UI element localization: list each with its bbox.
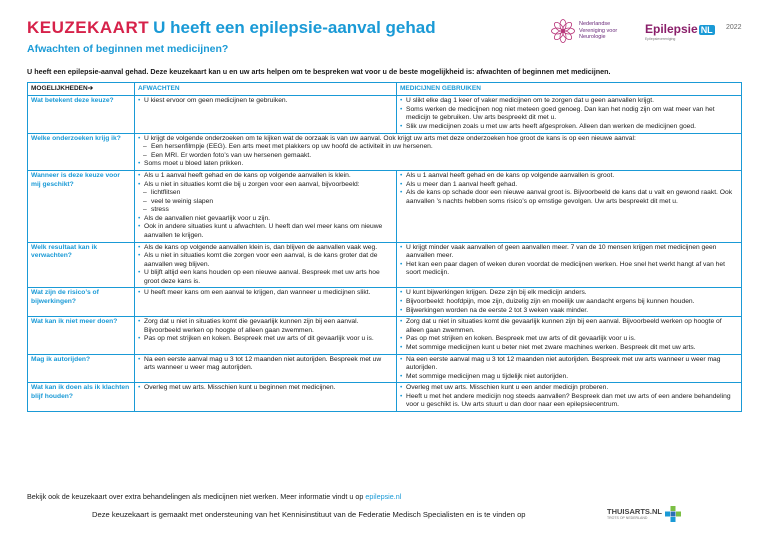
bullet-item: • Ook in andere situaties kunt u afwachten. U heeft dan wel meer kans om nieuwe aanvallen te krijgen.: [138, 223, 393, 240]
epilepsie-logo-sub: Epilepsievereniging: [645, 37, 676, 41]
bullet-item: • U krijgt de volgende onderzoeken om te kijken wat de oorzaak is van uw aanval. Ook krijgt uw arts met deze onderzoeken hoe groot de kans is op een nieuwe aanval:: [138, 135, 738, 144]
medication-cell: [397, 354, 742, 383]
table-header-row: [28, 83, 742, 96]
epilepsie-logo-nl: NL: [700, 25, 713, 35]
epilepsie-logo-text: Epilepsie: [645, 22, 698, 36]
medication-cell: [397, 242, 742, 288]
question-cell: Welke onderzoeken krijg ik?: [28, 133, 135, 170]
wait-cell: [135, 354, 397, 383]
table-row: [28, 170, 742, 242]
medication-cell: [397, 288, 742, 317]
nvn-flower-icon: [550, 18, 576, 44]
bullet-item: • Als de kans op volgende aanvallen klein is, dan blijven de aanvallen vaak weg.: [138, 244, 393, 253]
question-cell: Wat betekent deze keuze?: [28, 96, 135, 133]
bullet-item: • Na een eerste aanval mag u 3 tot 12 maanden niet autorijden. Bespreek met uw arts wanneer u weer mag autorijden.: [400, 356, 738, 373]
medication-cell: [397, 383, 742, 412]
question-cell: Wanneer is deze keuze voor mij geschikt?: [28, 170, 135, 242]
header-options: MOGELIJKHEDEN➔: [28, 83, 135, 96]
bullet-item: • Het kan een paar dagen of weken duren voordat de medicijnen werken. Hoe snel het werkt hangt af van het soort medicijn.: [400, 261, 738, 278]
table-row: [28, 133, 742, 170]
card-keyword: KEUZEKAART: [27, 18, 150, 37]
bullet-item: • Slik uw medicijnen zoals u met uw arts heeft afgesproken. Alleen dan werken de medicijnen goed.: [400, 123, 738, 132]
footer-credits: Deze keuzekaart is gemaakt met ondersteuning van het Kennisinstituut van de Federatie Medisch Specialisten en is te vinden op: [92, 510, 526, 519]
question-cell: Mag ik autorijden?: [28, 354, 135, 383]
header-wait: AFWACHTEN: [135, 83, 397, 96]
table-row: [28, 317, 742, 354]
bullet-item: • Overleg met uw arts. Misschien kunt u een ander medicijn proberen.: [400, 384, 738, 393]
decision-table: [27, 82, 742, 412]
page-subtitle: Afwachten of beginnen met medicijnen?: [27, 43, 229, 55]
medication-cell: [397, 170, 742, 242]
thuisarts-logo-sub: TROTS OP NEDERLAND: [607, 515, 648, 520]
bullet-item: • Soms moet u bloed laten prikken.: [138, 160, 738, 169]
bullet-item: • Als u 1 aanval heeft gehad en de kans op volgende aanvallen is groot.: [400, 172, 738, 181]
header-medication: MEDICIJNEN GEBRUIKEN: [397, 83, 742, 96]
sub-item: – stress: [138, 206, 393, 215]
footer-more-info: [27, 492, 401, 501]
bullet-item: • U kiest ervoor om geen medicijnen te gebruiken.: [138, 97, 393, 106]
bullet-item: • Als u niet in situaties komt die zorgen voor een aanval, is de kans groter dat de aanvallen weg blijven.: [138, 252, 393, 269]
wait-cell: [135, 170, 397, 242]
wait-cell: [135, 288, 397, 317]
thuisarts-plus-icon: [665, 506, 681, 522]
bullet-item: • Als u 1 aanval heeft gehad en de kans op volgende aanvallen is klein.: [138, 172, 393, 181]
wait-cell: [135, 383, 397, 412]
bullet-item: • U blijft altijd een kans houden op een nieuwe aanval. Bespreek met uw arts hoe groot deze kans is.: [138, 269, 393, 286]
bullet-item: • Na een eerste aanval mag u 3 tot 12 maanden niet autorijden. Bespreek met uw arts wanneer u weer mag autorijden.: [138, 356, 393, 373]
table-row: [28, 96, 742, 133]
thuisarts-logo-text: THUISARTS.NL: [607, 507, 662, 516]
bullet-item: • Heeft u met het andere medicijn nog steeds aanvallen? Bespreek dan met uw arts of een andere behandeling voor u geschikt is. Uw arts stuurt u dan door naar een epilepsiecentrum.: [400, 393, 738, 410]
wait-cell: [135, 242, 397, 288]
bullet-item: • Als de kans op schade door een nieuwe aanval groot is. Bijvoorbeeld de kans dat u valt en gewond raakt. Ook aanvallen ’s nachts hebben soms risico’s op ernstige gevolgen. Uw arts bespreekt dit met u.: [400, 189, 738, 206]
epilepsienl-logo: [645, 22, 715, 41]
sub-item: – Een hersenfilmpje (EEG). Een arts meet met plakkers op uw hoofd de activiteit in uw hersenen.: [138, 143, 738, 152]
bullet-item: • Als u meer dan 1 aanval heeft gehad.: [400, 181, 738, 190]
table-row: [28, 288, 742, 317]
table-row: [28, 242, 742, 288]
bullet-item: • Pas op met strijken en koken. Bespreek met uw arts of dit gevaarlijk voor u is.: [400, 335, 738, 344]
bullet-item: • Pas op met strijken en koken. Bespreek met uw arts of dit gevaarlijk voor u is.: [138, 335, 393, 344]
bullet-item: • Bijvoorbeeld: hoofdpijn, moe zijn, duizelig zijn en moeilijk uw aandacht ergens bij kunnen houden.: [400, 298, 738, 307]
bullet-item: • Zorg dat u niet in situaties komt die gevaarlijk kunnen zijn bij een aanval. Bijvoorbeeld werken op hoogte of alleen gaan zwemmen.: [138, 318, 393, 335]
bullet-item: • U heeft meer kans om een aanval te krijgen, dan wanneer u medicijnen slikt.: [138, 289, 393, 298]
bullet-item: • Soms werken de medicijnen nog niet meteen goed genoeg. Dan kan het nodig zijn om wat meer van het medicijn te gebruiken. Uw arts bespreekt dit met u.: [400, 106, 738, 123]
bullet-item: • Zorg dat u niet in situaties komt die gevaarlijk kunnen zijn bij een aanval. Bijvoorbeeld werken op hoogte of alleen gaan zwemmen.: [400, 318, 738, 335]
table-row: [28, 354, 742, 383]
bullet-item: • U kunt bijwerkingen krijgen. Deze zijn bij elk medicijn anders.: [400, 289, 738, 298]
bullet-item: • Met sommige medicijnen kunt u beter niet met zware machines werken. Bespreek dit met uw arts.: [400, 344, 738, 353]
intro-text: U heeft een epilepsie-aanval gehad. Deze keuzekaart kan u en uw arts helpen om te bespreken wat voor u de beste mogelijkheid is: afwachten of beginnen met medicijnen.: [27, 67, 611, 76]
table-body: [28, 96, 742, 412]
nvn-logo-text: Nederlandse Vereniging voor Neurologie: [579, 20, 618, 41]
bullet-item: • Bijwerkingen worden na de eerste 2 tot 3 weken vaak minder.: [400, 307, 738, 316]
question-cell: Wat kan ik niet meer doen?: [28, 317, 135, 354]
sub-item: – lichtflitsen: [138, 189, 393, 198]
sub-item: – Een MRI. Er worden foto’s van uw hersenen gemaakt.: [138, 152, 738, 161]
table-row: [28, 383, 742, 412]
bullet-item: • U slikt elke dag 1 keer of vaker medicijnen om te zorgen dat u geen aanvallen krijgt.: [400, 97, 738, 106]
title-text: U heeft een epilepsie-aanval gehad: [153, 18, 436, 37]
question-cell: Welk resultaat kan ik verwachten?: [28, 242, 135, 288]
bullet-item: • Als de aanvallen niet gevaarlijk voor u zijn.: [138, 215, 393, 224]
bullet-item: • U krijgt minder vaak aanvallen of geen aanvallen meer. 7 van de 10 mensen krijgen met medicijnen geen aanvallen meer.: [400, 244, 738, 261]
wait-cell: [135, 317, 397, 354]
medication-cell: [397, 96, 742, 133]
wait-cell: [135, 96, 397, 133]
bullet-item: • Als u niet in situaties komt die bij u zorgen voor een aanval, bijvoorbeeld:: [138, 181, 393, 190]
epilepsie-link[interactable]: epilepsie.nl: [365, 492, 402, 501]
bullet-item: • Met sommige medicijnen mag u tijdelijk niet autorijden.: [400, 373, 738, 382]
sub-item: – veel te weinig slapen: [138, 198, 393, 207]
question-cell: Wat zijn de risico’s of bijwerkingen?: [28, 288, 135, 317]
medication-cell: [397, 317, 742, 354]
shared-cell: [135, 133, 742, 170]
question-cell: Wat kan ik doen als ik klachten blijf houden?: [28, 383, 135, 412]
year-label: 2022: [726, 24, 742, 31]
bullet-item: • Overleg met uw arts. Misschien kunt u beginnen met medicijnen.: [138, 384, 393, 393]
header: [27, 18, 741, 58]
thuisarts-logo: [607, 506, 681, 522]
footer-more-info-text: Bekijk ook de keuzekaart over extra behandelingen als medicijnen niet werken. Meer informatie vindt u op: [27, 492, 366, 501]
